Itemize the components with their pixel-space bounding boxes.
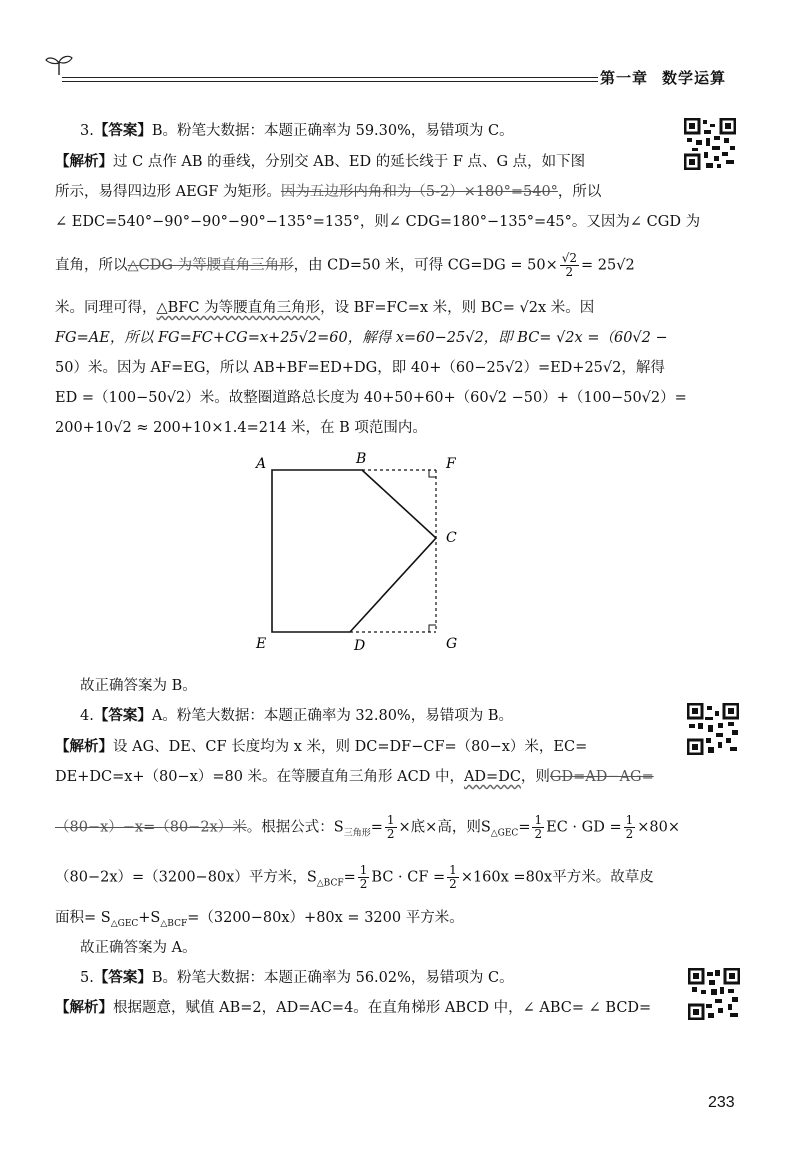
q3-analysis-line-6: FG=AE，所以 FG=FC+CG=x+25√2=60，解得 x=60−25√2，即 BC= √2x =（60√2 −: [55, 330, 668, 346]
chapter-title: [600, 67, 726, 88]
fraction: $\frac{1}{2}$: [449, 863, 457, 891]
qr-code-icon: [687, 703, 739, 755]
fraction: $\frac{1}{2}$: [534, 813, 543, 841]
label-f: F: [446, 456, 456, 472]
sprout-icon: [44, 54, 74, 76]
q4-analysis-line-4: （80−2x）=（3200−80x）平方米，$S_{\triangle BCF}=$ $\frac{1}{2}$ BC · CF = $\frac{1}{2}$ ×160x =80x平方米。故草皮: [55, 863, 654, 891]
section-label: 数学运算: [662, 69, 727, 87]
fraction: $\frac{1}{2}$: [359, 863, 368, 891]
qr-code-icon: [684, 118, 736, 170]
pentagon-shape: [272, 470, 436, 632]
right-angle-g: [429, 625, 436, 632]
q3-analysis-line-9: 200+10√2 ≈ 200+10×1.4=214 米，在 B 项范围内。: [55, 420, 427, 436]
q3-analysis-line-3: ∠ EDC=540°−90°−90°−90°−135°=135°，则∠ CDG=180°−135°=45°。又因为∠ CGD 为: [55, 214, 701, 230]
q3-analysis-line-1: 【解析】过 C 点作 AB 的垂线，分别交 AB、ED 的延长线于 F 点、G 点，如下图: [55, 153, 586, 170]
label-b: B: [356, 451, 367, 467]
q4-answer-line: 4.【答案】A。粉笔大数据：本题正确率为 32.80%，易错项为 B。: [80, 707, 513, 724]
header-rule: [62, 77, 598, 78]
q3-analysis-line-2: 所示，易得四边形 AEGF 为矩形。因为五边形内角和为（5-2）×180°=540°，所以: [55, 184, 602, 200]
q3-conclusion: 故正确答案为 B。: [80, 678, 197, 694]
label-g: G: [446, 636, 458, 652]
fraction: $\frac{√2}{2}$: [561, 251, 577, 279]
pentagon-diagram: [250, 448, 480, 664]
q5-answer-line: 5.【答案】B。粉笔大数据：本题正确率为 56.02%，易错项为 C。: [80, 969, 514, 986]
label-a: A: [256, 456, 267, 472]
chapter-label: 第一章: [600, 69, 649, 87]
label-d: D: [354, 638, 366, 654]
label-e: E: [256, 636, 267, 652]
q4-analysis-line-2: DE+DC=x+（80−x）=80 米。在等腰直角三角形 ACD 中，AD=DC，则GD=AD−AG=: [55, 769, 654, 785]
qr-code-icon: [688, 968, 740, 1020]
header-rule-thin: [62, 81, 598, 82]
q3-analysis-line-7: 50）米。因为 AF=EG，所以 AB+BF=ED+DG，即 40+（60−25√2）=ED+25√2，解得: [55, 360, 665, 376]
q3-answer-line: 3.【答案】B。粉笔大数据：本题正确率为 59.30%，易错项为 C。: [80, 122, 514, 139]
q3-analysis-line-8: ED =（100−50√2）米。故整圈道路总长度为 40+50+60+（60√2 −50）+（100−50√2）=: [55, 390, 687, 406]
label-c: C: [446, 530, 457, 546]
q4-analysis-line-3: （80−x）−x=（80−2x）米。根据公式：$S_{三角形}=$ $\frac{1}{2}$ ×底×高，则$S_{\triangle GEC}=$ $\frac{1}{2}$ EC · GD = $\frac{1}{2}$ ×80×: [55, 813, 680, 841]
right-angle-f: [429, 470, 436, 477]
q4-analysis-line-5: 面积= $S_{\triangle GEC}+S_{\triangle BCF}=(3200-80x)+80x = 3200$ 平方米。: [55, 910, 464, 929]
q4-analysis-line-1: 【解析】设 AG、DE、CF 长度均为 x 米，则 DC=DF−CF=（80−x）米，EC=: [55, 738, 588, 755]
fraction: $\frac{1}{2}$: [386, 813, 395, 841]
page-number: 233: [708, 1094, 735, 1111]
q3-analysis-line-5: 米。同理可得，△BFC 为等腰直角三角形，设 BF=FC=x 米，则 BC= √2x 米。因: [55, 300, 595, 316]
fraction: $\frac{1}{2}$: [625, 813, 634, 841]
q4-conclusion: 故正确答案为 A。: [80, 940, 197, 956]
q5-analysis-line-1: 【解析】根据题意，赋值 AB=2，AD=AC=4。在直角梯形 ABCD 中，∠ ABC= ∠ BCD=: [55, 999, 652, 1016]
q3-analysis-line-4: 直角，所以△CDG 为等腰直角三角形，由 CD=50 米，可得 CG=DG = 50× $\frac{√2}{2}$ = 25√2: [55, 251, 635, 279]
